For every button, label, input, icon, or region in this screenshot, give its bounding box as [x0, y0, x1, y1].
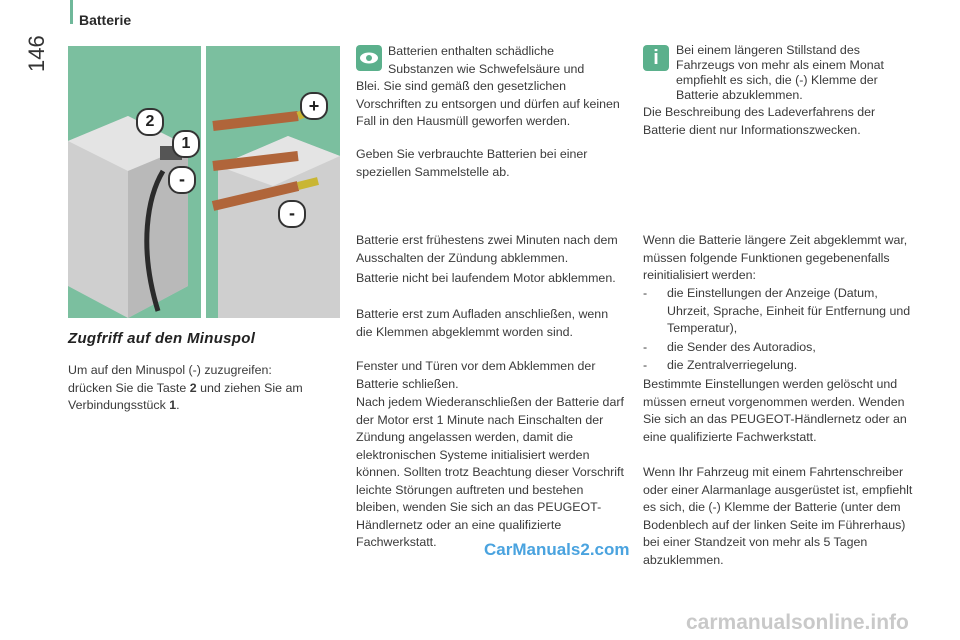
eco-line-1: Batterien enthalten schädliche	[388, 44, 555, 58]
info-line-1: Bei einem längeren Stillstand des	[676, 43, 860, 57]
info-note-p2: Die Beschreibung des Ladeverfahrens der Batterie dient nur Informationszwecken.	[643, 105, 876, 137]
col2-p1: Batterie erst frühestens zwei Minuten nach dem Ausschalten der Zündung abklemmen.	[356, 233, 618, 265]
label-badge-2: 2	[136, 108, 164, 136]
col3-p1: Wenn die Batterie längere Zeit abgeklemmt war, müssen folgende Funktionen gegebenenfalls reinitialisiert werden:	[643, 233, 908, 282]
list-item-text: die Zentralverriegelung.	[667, 358, 798, 372]
watermark-carmanuals2: CarManuals2.com	[484, 540, 630, 559]
section-title: Zugfriff auf den Minuspol	[68, 330, 256, 347]
page-number: 146	[24, 35, 49, 72]
col2-p2: Batterie nicht bei laufendem Motor abklemmen.	[356, 271, 616, 285]
eco-note-body: Blei. Sie sind gemäß den gesetzlichen Vorschriften zu entsorgen und dürfen auf keinen Fall in den Hausmüll geworfen werden.	[356, 79, 620, 128]
label-badge-plus: +	[300, 92, 328, 120]
intro-key-2: 2	[189, 380, 197, 395]
intro-line-3-a: Verbindungsstück	[68, 398, 166, 412]
label-badge-minus-right: -	[278, 200, 306, 228]
battery-illustration	[68, 46, 340, 318]
label-badge-minus-left: -	[168, 166, 196, 194]
eco-note-p2: Geben Sie verbrauchte Batterien bei einer speziellen Sammelstelle ab.	[356, 147, 588, 179]
col3-p3: Wenn Ihr Fahrzeug mit einem Fahrtenschreiber oder einer Alarmanlage ausgerüstet ist, empfiehlt es sich, die (-) Klemme der Batterie (unter dem Bodenblech auf der linken Seite im Führerhaus) bei einer Standzeit von mehr als 5 Tagen abzuklemmen.	[643, 465, 913, 567]
info-line-3: empfiehlt es sich, die (-) Klemme der	[676, 73, 878, 87]
list-item-text: die Sender des Autoradios,	[667, 340, 816, 354]
header-accent-bar	[70, 0, 73, 24]
clamp-2	[298, 181, 318, 186]
eco-note-head	[388, 43, 628, 78]
list-item	[643, 339, 918, 357]
figure-divider	[201, 46, 206, 318]
intro-line-1: Um auf den Minuspol (-) zuzugreifen:	[68, 363, 272, 377]
intro-key-1: 1	[169, 398, 177, 412]
list-dash: -	[643, 286, 648, 300]
list-dash: -	[643, 340, 648, 354]
eye-icon	[356, 45, 382, 71]
col3-p2: Bestimmte Einstellungen werden gelöscht und müssen erneut vorgenommen werden. Wenden Sie sich an das PEUGEOT-Händlernetz oder an eine qualifizierte Fachwerkstatt.	[643, 377, 907, 444]
col2-p4: Fenster und Türen vor dem Abklemmen der Batterie schließen.	[356, 359, 596, 391]
label-badge-1: 1	[172, 130, 200, 158]
list-dash: -	[643, 358, 648, 372]
col2-p5: Nach jedem Wiederanschließen der Batterie darf der Motor erst 1 Minute nach Einschalten der Zündung angelassen werden, damit die elektronischen Systeme initialisiert werden können. Sollten trotz Beachtung dieser Vorschrift leichte Störungen auftreten und bestehen bleiben, wenden Sie sich an das PEUGEOT-Händlernetz oder an eine qualifizierte Fachwerkstatt.	[356, 395, 624, 549]
cable-red-1	[213, 116, 298, 126]
intro-line-2-a: drücken Sie die Taste	[68, 380, 187, 395]
watermark-carmanualsonline: carmanualsonline.info	[686, 611, 909, 634]
info-line-4: Batterie abzuklemmen.	[676, 88, 803, 102]
intro-line-3-c: .	[176, 398, 180, 412]
list-item	[643, 357, 918, 375]
list-item	[643, 285, 918, 338]
col2-p3: Batterie erst zum Aufladen anschließen, wenn die Klemmen abgeklemmt worden sind.	[356, 307, 609, 339]
eco-line-2: Substanzen wie Schwefelsäure und	[388, 61, 585, 76]
info-line-2: Fahrzeugs von mehr als einem Monat	[676, 58, 884, 72]
info-icon: i	[643, 45, 669, 71]
list-item-text: die Einstellungen der Anzeige (Datum, Uhrzeit, Sprache, Einheit für Entfernung und Temperatur),	[667, 286, 911, 335]
section-intro	[68, 362, 333, 415]
intro-line-2-c: und ziehen Sie am	[200, 380, 303, 395]
page-header-title: Batterie	[79, 12, 132, 28]
info-note-head	[676, 43, 916, 103]
